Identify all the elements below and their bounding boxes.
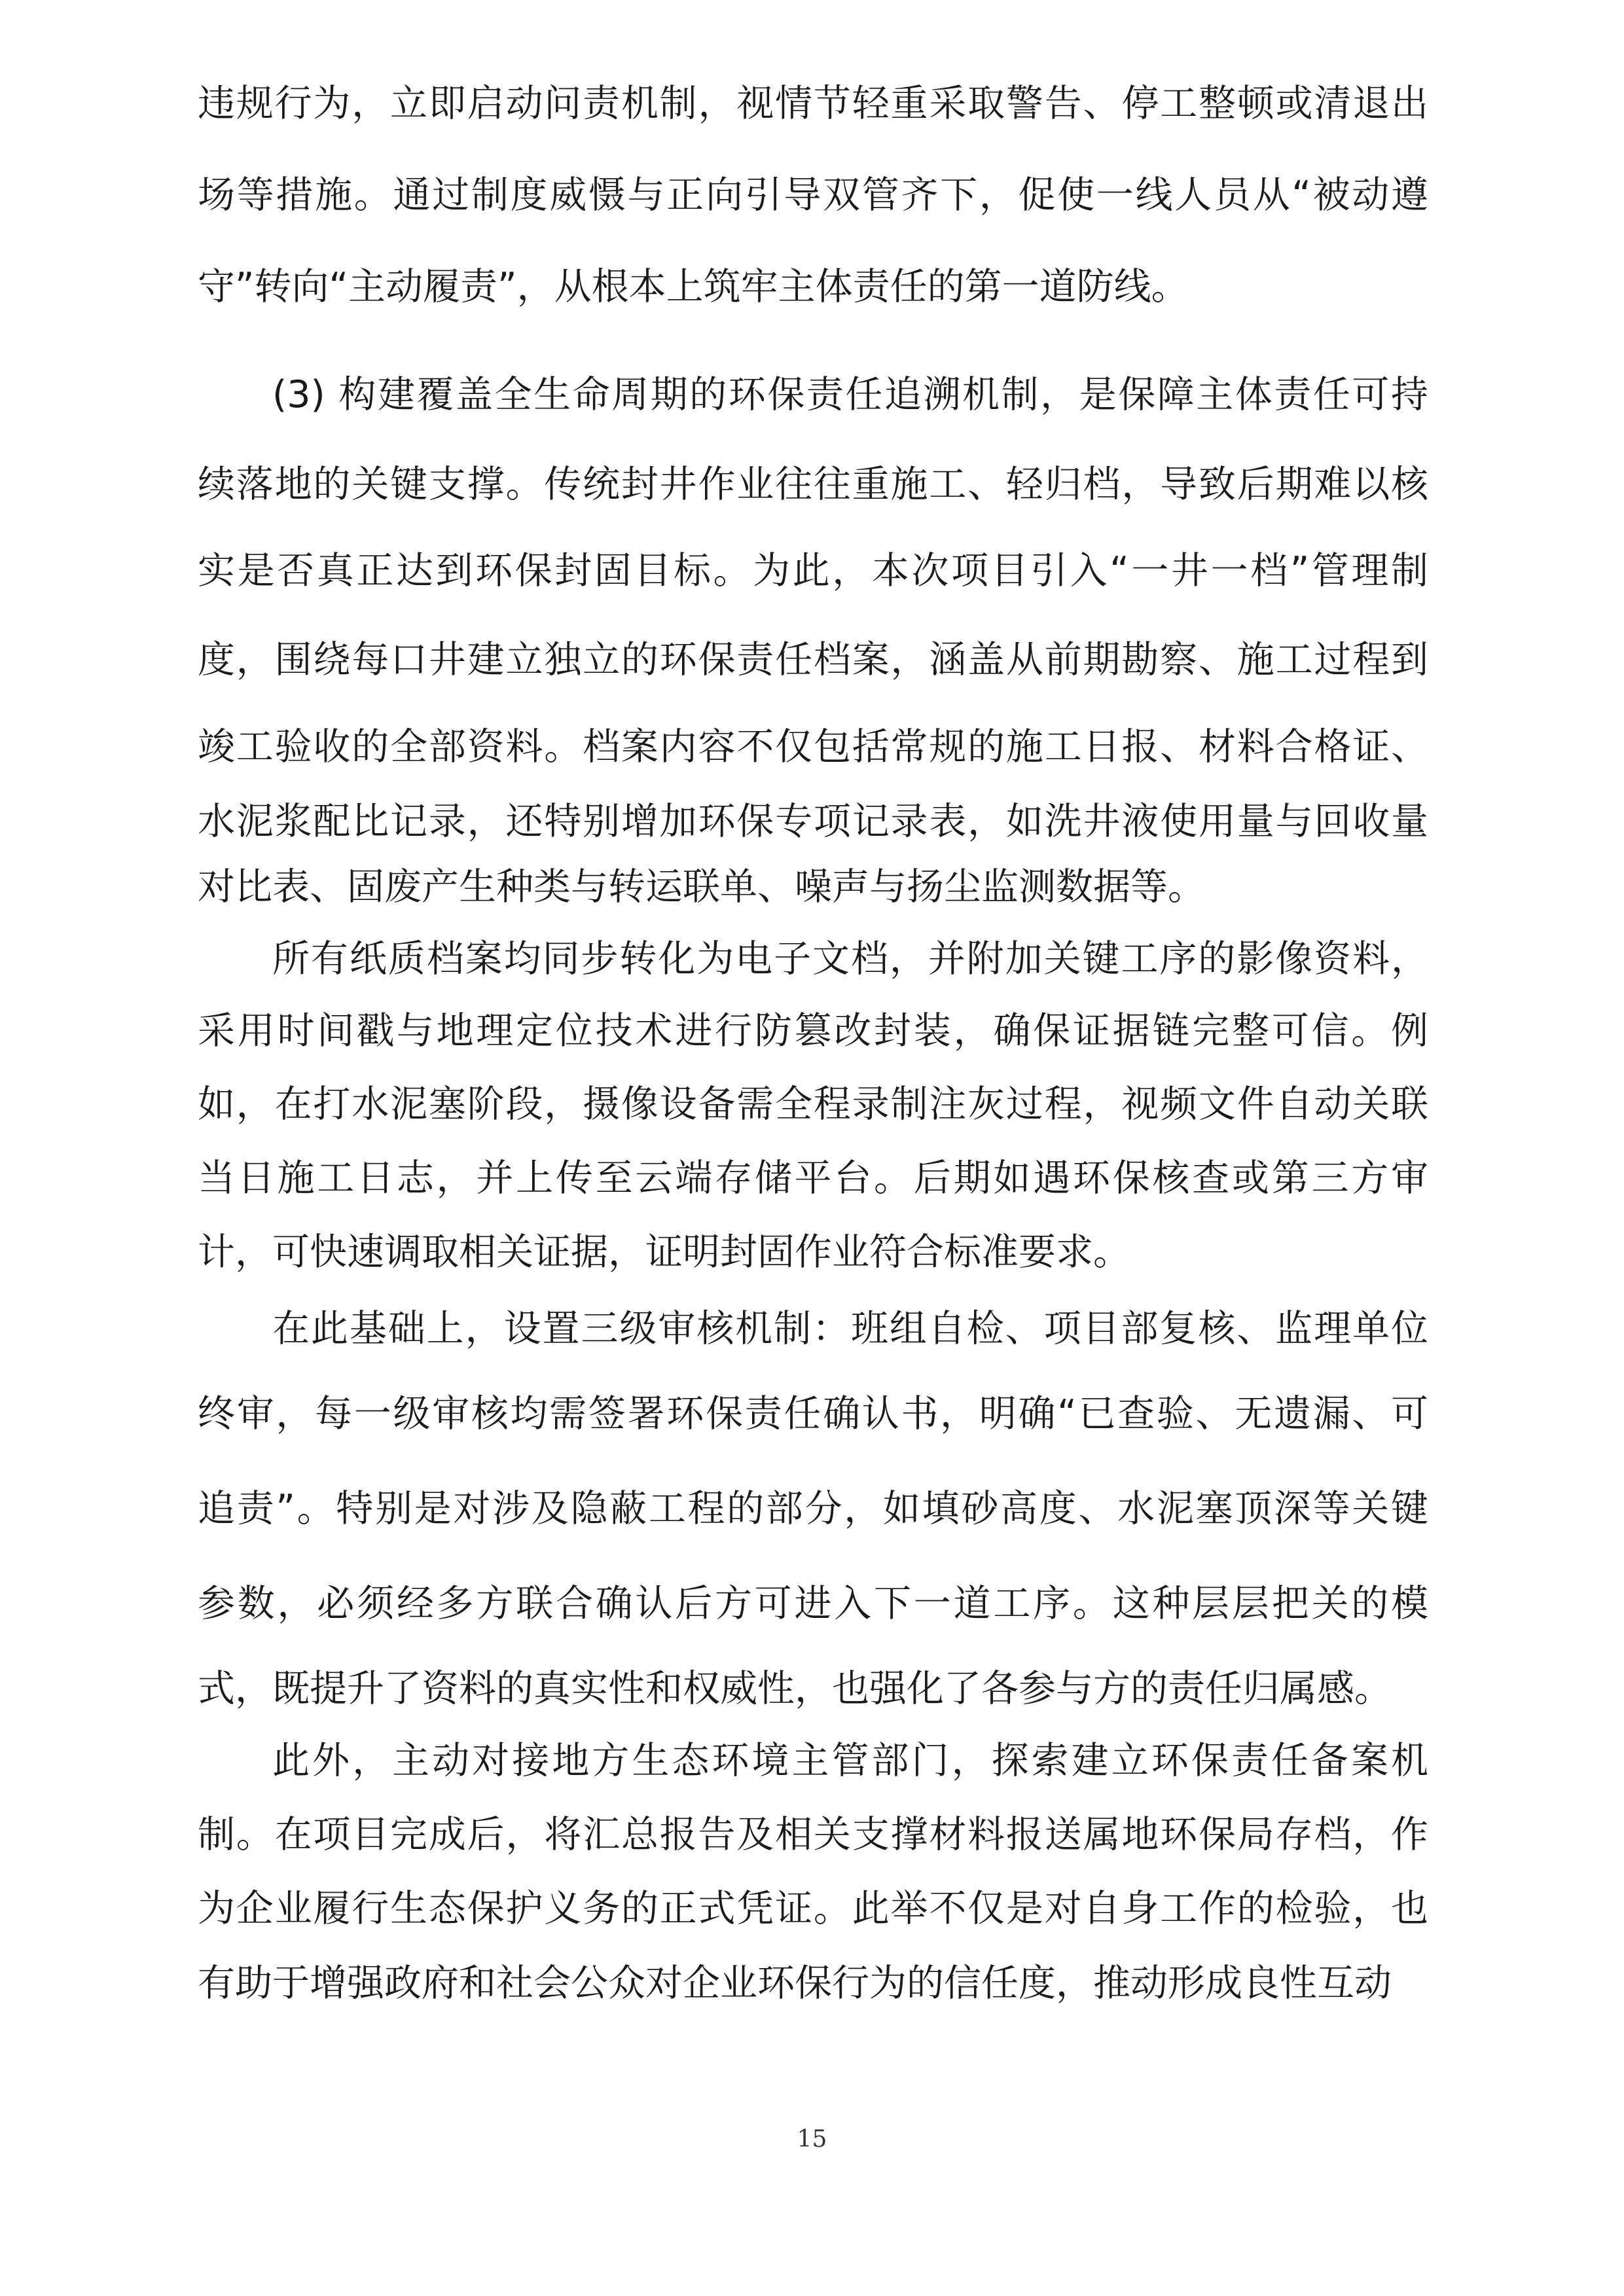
text-line: 有助于增强政府和社会公众对企业环保行为的信任度，推动形成良性互动 [198, 1962, 1392, 2005]
page-number: 15 [797, 2126, 827, 2153]
text-line: 对比表、固废产生种类与转运联单、噪声与扬尘监测数据等。 [198, 865, 1205, 908]
text-line: 违规行为，立即启动问责机制，视情节轻重采取警告、停工整顿或清退出 [198, 82, 1428, 125]
text-line: 制。在项目完成后，将汇总报告及相关支撑材料报送属地环保局存档，作 [198, 1813, 1428, 1856]
paragraph-start-line: 所有纸质档案均同步转化为电子文档，并附加关键工序的影像资料， [272, 937, 1428, 980]
text-line: 如，在打水泥塞阶段，摄像设备需全程录制注灰过程，视频文件自动关联 [198, 1083, 1428, 1126]
text-line: 实是否真正达到环保封固目标。为此，本次项目引入“一井一档”管理制 [198, 549, 1428, 592]
text-line: 采用时间戳与地理定位技术进行防篡改封装，确保证据链完整可信。例 [198, 1009, 1428, 1052]
text-line: 追责”。特别是对涉及隐蔽工程的部分，如填砂高度、水泥塞顶深等关键 [198, 1487, 1428, 1530]
text-line: 式，既提升了资料的真实性和权威性，也强化了各参与方的责任归属感。 [198, 1667, 1392, 1710]
text-line: 度，围绕每口井建立独立的环保责任档案，涵盖从前期勘察、施工过程到 [198, 638, 1428, 681]
paragraph-start-line: 此外，主动对接地方生态环境主管部门，探索建立环保责任备案机 [272, 1739, 1428, 1782]
paragraph-start-line: (3) 构建覆盖全生命周期的环保责任追溯机制，是保障主体责任可持 [272, 373, 1428, 416]
text-line: 守”转向“主动履责”，从根本上筑牢主体责任的第一道防线。 [198, 265, 1189, 308]
text-line: 为企业履行生态保护义务的正式凭证。此举不仅是对自身工作的检验，也 [198, 1887, 1428, 1930]
text-line: 计，可快速调取相关证据，证明封固作业符合标准要求。 [198, 1230, 1130, 1274]
paragraph-start-line: 在此基础上，设置三级审核机制：班组自检、项目部复核、监理单位 [272, 1307, 1428, 1350]
text-line: 续落地的关键支撑。传统封井作业往往重施工、轻归档，导致后期难以核 [198, 463, 1428, 506]
text-line: 参数，必须经多方联合确认后方可进入下一道工序。这种层层把关的模 [198, 1582, 1428, 1625]
text-line: 场等措施。通过制度威慑与正向引导双管齐下，促使一线人员从“被动遵 [198, 173, 1428, 217]
text-line: 当日施工日志，并上传至云端存储平台。后期如遇环保核查或第三方审 [198, 1157, 1428, 1200]
text-line: 终审，每一级审核均需签署环保责任确认书，明确“已查验、无遗漏、可 [198, 1392, 1428, 1435]
text-line: 竣工验收的全部资料。档案内容不仅包括常规的施工日报、材料合格证、 [198, 725, 1428, 768]
text-line: 水泥浆配比记录，还特别增加环保专项记录表，如洗井液使用量与回收量 [198, 800, 1428, 843]
